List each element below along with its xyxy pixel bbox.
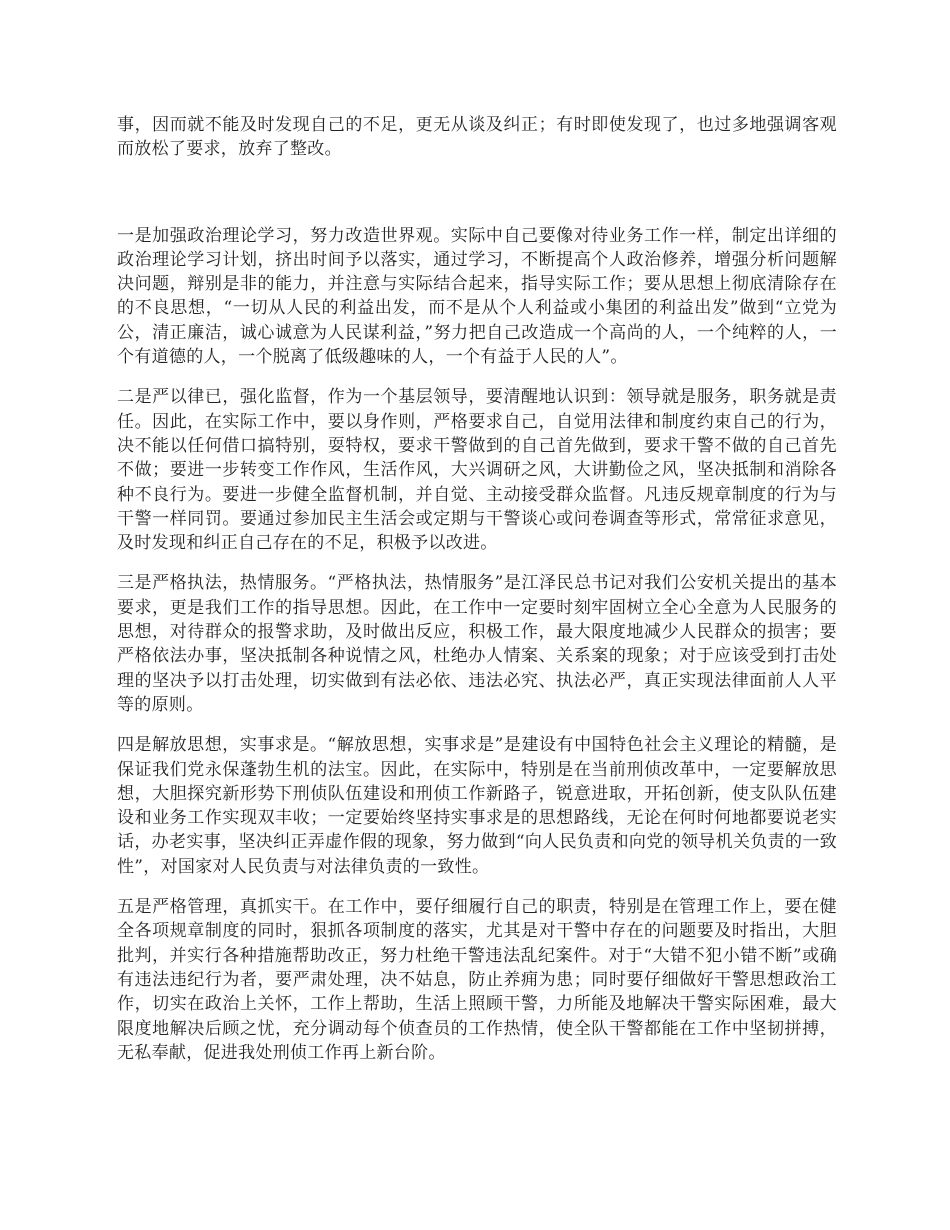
paragraph-point-4: 四是解放思想，实事求是。“解放思想，实事求是”是建设有中国特色社会主义理论的精髓，是保证我们党永保蓬勃生机的法宝。因此，在实际中，特别是在当前刑侦改革中，一定要解放思想，大胆探究新形势下刑侦队伍建设和刑侦工作新路子，锐意进取，开拓创新，使支队队伍建设和业务工作实现双丰收；一定要始终坚持实事求是的思想路线，无论在何时何地都要说老实话，办老实事，坚决纠正弄虚作假的现象，努力做到“向人民负责和向党的领导机关负责的一致性”，对国家对人民负责与对法律负责的一致性。 [117, 735, 837, 877]
paragraph-point-1: 一是加强政治理论学习，努力改造世界观。实际中自己要像对待业务工作一样，制定出详细的政治理论学习计划，挤出时间予以落实，通过学习，不断提高个人政治修养，增强分析问题解决问题，辩别是非的能力，并注意与实际结合起来，指导实际工作；要从思想上彻底清除存在的不良思想，“一切从人民的利益出发，而不是从个人利益或小集团的利益出发”做到“立党为公，清正廉洁，诚心诚意为人民谋利益，”努力把自己改造成一个高尚的人，一个纯粹的人，一个有道德的人，一个脱离了低级趣味的人，一个有益于人民的人”。 [117, 225, 837, 368]
paragraph-intro-continuation: 事，因而就不能及时发现自己的不足，更无从谈及纠正；有时即使发现了，也过多地强调客观而放松了要求，放弃了整改。 [117, 115, 837, 160]
document-body [117, 113, 837, 1081]
paragraph-point-5: 五是严格管理，真抓实干。在工作中，要仔细履行自己的职责，特别是在管理工作上，要在健全各项规章制度的同时，狠抓各项制度的落实，尤其是对干警中存在的问题要及时指出，大胆批判，并实行各种措施帮助改正，努力杜绝干警违法乱纪案件。对于“大错不犯小错不断”或确有违法违纪行为者，要严肃处理，决不姑息，防止养痈为患；同时要仔细做好干警思想政治工作，切实在政治上关怀，工作上帮助，生活上照顾干警，力所能及地解决干警实际困难，最大限度地解决后顾之忧，充分调动每个侦查员的工作热情，使全队干警都能在工作中坚韧拼搏，无私奉献，促进我处刑侦工作再上新台阶。 [117, 897, 837, 1063]
paragraph-point-2: 二是严以律已，强化监督，作为一个基层领导，要清醒地认识到：领导就是服务，职务就是责任。因此，在实际工作中，要以身作则，严格要求自己，自觉用法律和制度约束自己的行为，决不能以任何借口搞特别，耍特权，要求干警做到的自己首先做到，要求干警不做的自己首先不做；要进一步转变工作作风，生活作风，大兴调研之风，大讲勤俭之风，坚决抵制和消除各种不良行为。要进一步健全监督机制，并自觉、主动接受群众监督。凡违反规章制度的行为与干警一样同罚。要通过参加民主生活会或定期与干警谈心或问卷调查等形式，常常征求意见，及时发现和纠正自己存在的不足，积极予以改进。 [117, 387, 837, 554]
paragraph-point-3: 三是严格执法，热情服务。“严格执法，热情服务”是江泽民总书记对我们公安机关提出的基本要求，更是我们工作的指导思想。因此，在工作中一定要时刻牢固树立全心全意为人民服务的思想，对待群众的报警求助，及时做出反应，积极工作，最大限度地减少人民群众的损害；要严格依法办事，坚决抵制各种说情之风，杜绝办人情案、关系案的现象；对于应该受到打击处理的坚决予以打击处理，切实做到有法必依、违法必究、执法必严，真正实现法律面前人人平等的原则。 [117, 573, 837, 715]
